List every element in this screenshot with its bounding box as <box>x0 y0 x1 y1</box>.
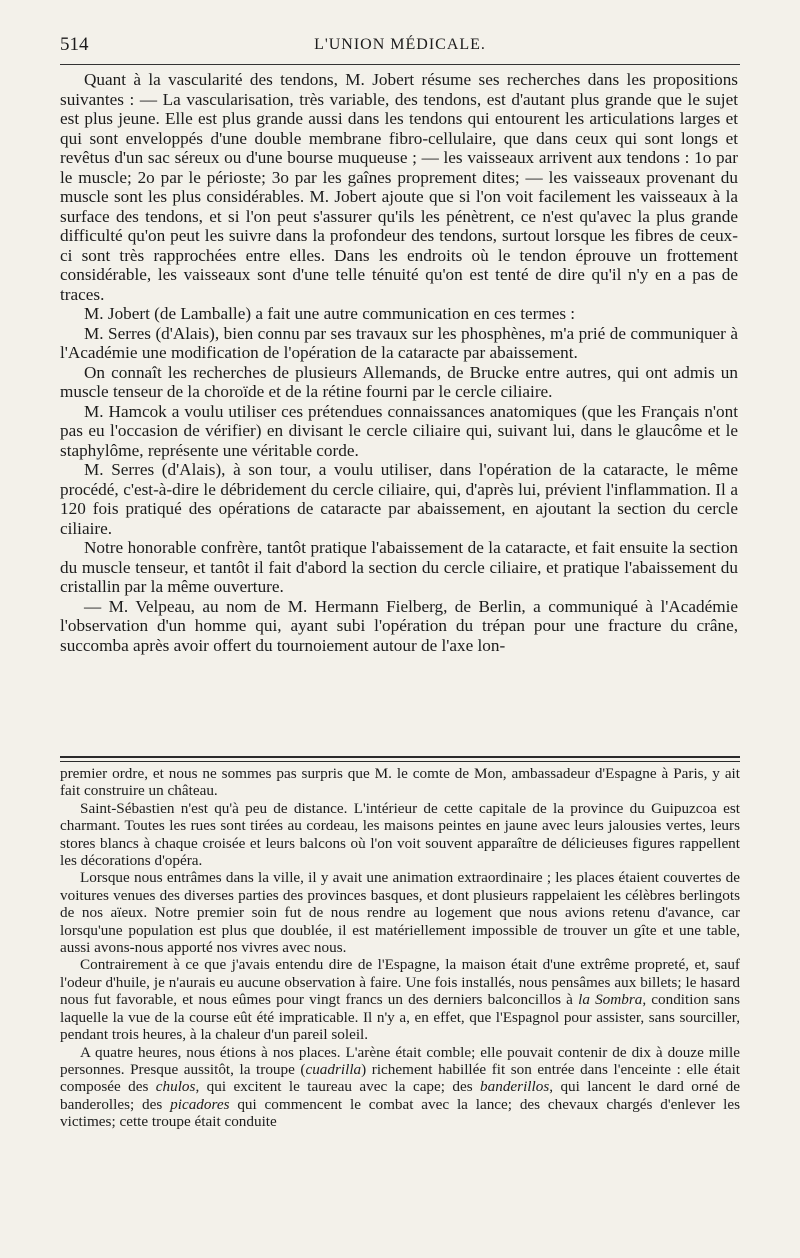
feuilleton-separator-thin <box>60 761 740 762</box>
italic-term: banderillos <box>480 1078 550 1096</box>
running-title: L'UNION MÉDICALE. <box>314 36 486 53</box>
feuilleton-paragraph: Lorsque nous entrâmes dans la ville, il y avait une animation extraordinaire ; les places étaient couvertes de voitures venues des diverses parties des provinces basques, et dont plusieurs rappelaient les célèbres berlingots de nos aïeux. Notre premier soin fut de nous rendre au logement que nous avions retenu d'avance, car lorsqu'une population est plus que doublée, il est matériellement impossible de trouver un gîte et une table, aussi avons-nous apporté nos vivres avec nous. <box>60 869 740 957</box>
main-article <box>60 70 738 655</box>
article-paragraph: M. Jobert (de Lamballe) a fait une autre communication en ces termes : <box>84 304 576 323</box>
article-paragraph: M. Serres (d'Alais), à son tour, a voulu utiliser, dans l'opération de la cataracte, le même procédé, c'est-à-dire le débridement du cercle ciliaire, qui, d'après lui, prévient l'inflammation. Il a 120 fois pratiqué des opérations de cataracte par abaissement, en ajoutant la section du cercle ciliaire. <box>60 460 738 538</box>
feuilleton-paragraph <box>60 956 740 1043</box>
article-paragraph: Notre honorable confrère, tantôt pratique l'abaissement de la cataracte, et fait ensuite la section du muscle tenseur, et tantôt il fait d'abord la section du cercle ciliaire, et pratique l'abaissement du cristallin par la même ouverture. <box>60 538 738 596</box>
text-run: , condition sans laquelle la vue de la course eût été impraticable. Il n'y a, en effet, que l'Espagnol pour assister, sans sourciller, pendant trois heures, à la chaleur d'un pareil soleil. <box>60 991 740 1044</box>
text-run: Contrairement à ce que j'avais entendu dire de l'Espagne, la maison était d'une extrême propreté, et, sauf l'odeur d'huile, je n'aurais eu aucune observation à faire. Une fois installés, nous pensâmes aux billets; le hasard nous fut favorable, et nous eûmes pour vingt francs un des derniers balconcillos à <box>60 956 740 1009</box>
text-run: , qui excitent le taureau avec la cape; des <box>195 1078 481 1096</box>
text-run: , qui lancent le dard orné de banderolles; des <box>60 1078 740 1113</box>
feuilleton-paragraph <box>60 1044 740 1131</box>
italic-term: cuadrilla <box>305 1060 362 1078</box>
article-paragraph: M. Hamcok a voulu utiliser ces prétendues connaissances anatomiques (que les Français n'ont pas eu l'occasion de vérifier) en divisant le cercle ciliaire qui, suivant lui, dans le glaucôme et le staphylôme, représente une véritable corde. <box>60 401 738 460</box>
page-header <box>60 32 740 60</box>
feuilleton <box>60 765 740 1131</box>
text-run: ) richement habillée fit son entrée dans l'enceinte : elle était composée des <box>60 1060 741 1096</box>
feuilleton-paragraph: Saint-Sébastien n'est qu'à peu de distance. L'intérieur de cette capitale de la province du Guipuzcoa est charmant. Toutes les rues sont tirées au cordeau, les maisons peintes en jaune avec leurs jalousies vertes, leurs stores blancs à chaque croisée et leurs balcons où l'on voit souvent apparaître de délicieuses figures rappellent les décorations d'opéra. <box>60 799 740 870</box>
article-paragraph: — M. Velpeau, au nom de M. Hermann Fielberg, de Berlin, a communiqué à l'Académie l'observation d'un homme qui, ayant subi l'opération du trépan pour une fracture du crâne, succomba après avoir offert du tournoiement autour de l'axe lon- <box>60 596 738 655</box>
text-run: A quatre heures, nous étions à nos places. L'arène était comble; elle pouvait contenir de dix à douze mille personnes. Presque aussitôt, la troupe ( <box>60 1043 740 1078</box>
italic-term: picadores <box>170 1095 230 1113</box>
feuilleton-separator <box>60 756 740 758</box>
page-number: 514 <box>60 34 89 55</box>
article-paragraph: M. Serres (d'Alais), bien connu par ses travaux sur les phosphènes, m'a prié de communiquer à l'Académie une modification de l'opération de la cataracte par abaissement. <box>60 323 738 362</box>
header-rule <box>60 64 740 65</box>
feuilleton-paragraph: premier ordre, et nous ne sommes pas surpris que M. le comte de Mon, ambassadeur d'Espagne à Paris, y ait fait construire un château. <box>60 765 740 800</box>
text-run: qui commencent le combat avec la lance; des chevaux chargés d'enlever les victimes; cette troupe était conduite <box>60 1095 740 1131</box>
article-paragraph: Quant à la vascularité des tendons, M. Jobert résume ses recherches dans les propositions suivantes : — La vascularisation, très variable, des tendons, est d'autant plus grande que le sujet est plus jeune. Elle est plus grande aussi dans les tendons qui entourent les articulations larges et qui sont enveloppés d'une double membrane fibro-cellulaire, que dans ceux qui sont longs et revêtus d'un sac séreux ou d'une bourse muqueuse ; — les vaisseaux arrivent aux tendons : 1o par le muscle; 2o par le périoste; 3o par les gaînes proprement dites; — les vaisseaux provenant du muscle sont les plus considérables. M. Jobert ajoute que si l'on voit facilement les vaisseaux à la surface des tendons, et si l'on peut s'assurer qu'ils les pénètrent, ce n'est qu'avec la plus grande difficulté qu'on peut les suivre dans la profondeur des tendons, surtout lorsque les fibres de ceux-ci sont très rapprochées entre elles. Dans les endroits où le tendon éprouve un frottement considérable, les vaisseaux sont d'une telle ténuité qu'on est tenté de dire qu'il n'y en a pas de traces. <box>60 70 738 304</box>
article-paragraph: On connaît les recherches de plusieurs Allemands, de Brucke entre autres, qui ont admis un muscle tenseur de la choroïde et de la rétine fourni par le cercle ciliaire. <box>60 362 738 401</box>
italic-term: chulos <box>155 1078 196 1096</box>
italic-term: la Sombra <box>578 991 643 1009</box>
